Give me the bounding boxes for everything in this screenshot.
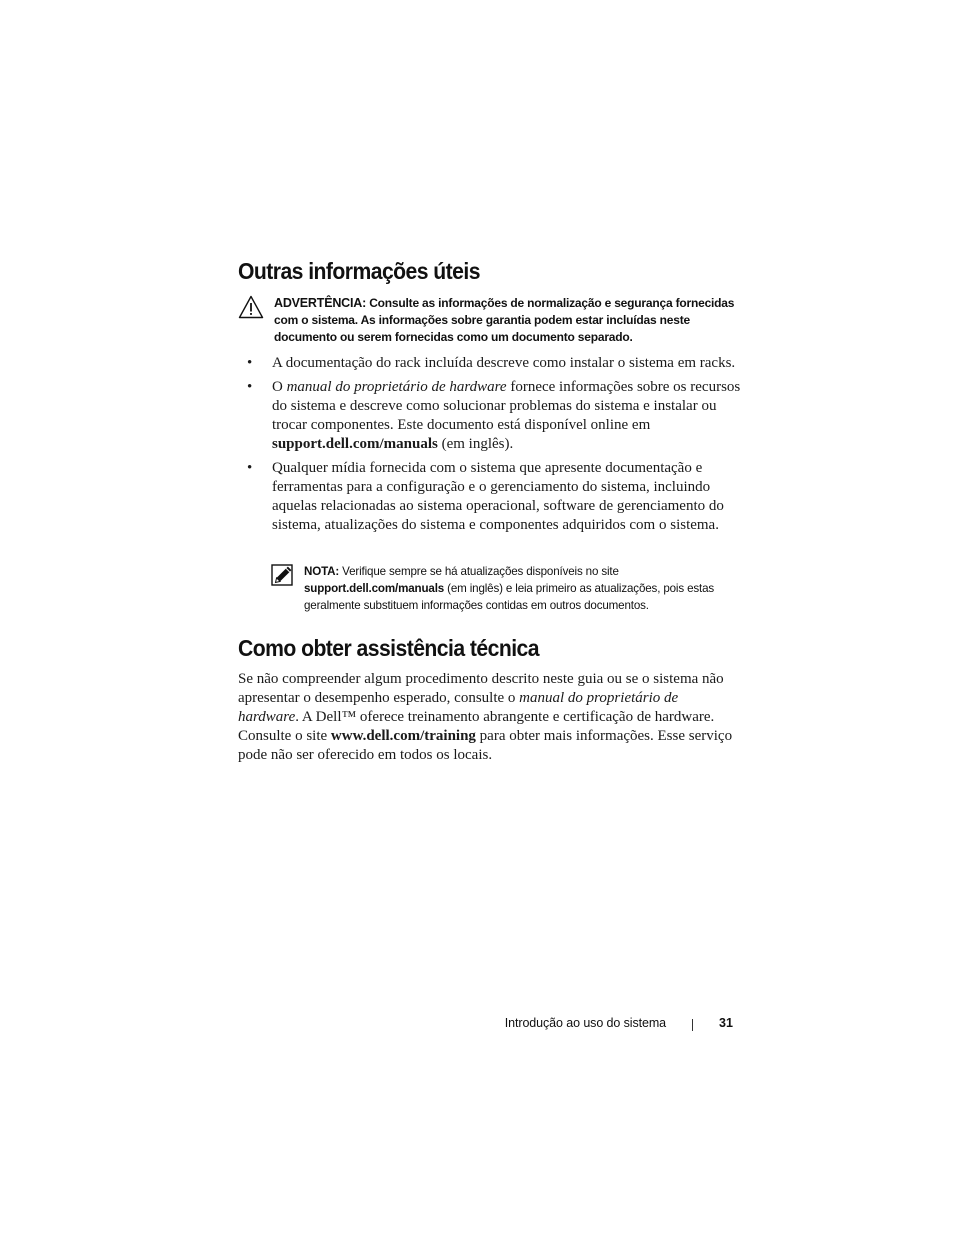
footer-chapter-title: Introdução ao uso do sistema: [504, 1016, 666, 1030]
note-body-before: Verifique sempre se há atualizações disponíveis no site: [339, 565, 619, 578]
warning-label: ADVERTÊNCIA:: [274, 296, 367, 310]
support-url: support.dell.com/manuals: [272, 436, 438, 452]
bullet-icon: •: [247, 379, 253, 395]
list-item: [238, 354, 747, 373]
list-item: [238, 459, 747, 535]
list-item: [238, 378, 747, 454]
note-notice: [270, 563, 740, 619]
note-label: NOTA:: [304, 565, 340, 578]
para-text-middle: . A Dell™ oferece treinamento abrangente e certificação de hardware. Consulte o site: [238, 709, 715, 744]
para-text-after: para obter mais informações. Esse serviço pode não ser oferecido em todos os locais.: [238, 728, 733, 763]
manual-title: manual do proprietário de hardware: [238, 690, 679, 725]
warning-text: [274, 295, 744, 346]
warning-body: Consulte as informações de normalização e segurança fornecidas com o sistema. As informações sobre garantia podem estar incluídas neste documento ou serem fornecidas como um documento separado.: [274, 296, 735, 344]
info-bullet-list: [238, 354, 748, 540]
warning-triangle-icon: [238, 295, 264, 319]
support-paragraph: [238, 670, 738, 765]
note-pencil-icon: [270, 563, 296, 587]
bullet-prefix: O: [272, 379, 287, 395]
bullet-text: A documentação do rack incluída descreve como instalar o sistema em racks.: [272, 355, 736, 371]
bullet-text: Qualquer mídia fornecida com o sistema que apresente documentação e ferramentas para a configuração e o gerenciamento do sistema, incluindo aquelas relacionadas ao sistema operacional, software de gerenciamento do sistema, atualizações do sistema e componentes adquiridos com o sistema.: [272, 460, 724, 533]
warning-notice: [238, 295, 738, 351]
section-heading-outras-informacoes: Outras informações úteis: [238, 258, 480, 284]
section-heading-assistencia-tecnica: Como obter assistência técnica: [238, 635, 539, 661]
bullet-icon: •: [247, 460, 253, 476]
footer-divider: [692, 1019, 693, 1031]
note-body-after: (em inglês) e leia primeiro as atualizações, pois estas geralmente substituem informações contidas em outros documentos.: [304, 582, 715, 612]
bullet-suffix: (em inglês).: [437, 436, 514, 452]
para-text-before: Se não compreender algum procedimento descrito neste guia ou se o sistema não apresentar o desempenho esperado, consulte o: [238, 671, 724, 706]
bullet-icon: •: [247, 355, 253, 371]
page-number: 31: [719, 1016, 733, 1030]
note-text: [304, 563, 744, 614]
bullet-text: fornece informações sobre os recursos do sistema e descreve como solucionar problemas do sistema e instalar ou trocar componentes. Este documento está disponível online em: [272, 379, 741, 433]
page-footer: [0, 1016, 954, 1036]
training-url: www.dell.com/training: [330, 728, 476, 744]
manual-title: manual do proprietário de hardware: [286, 379, 507, 395]
note-url: support.dell.com/manuals: [304, 582, 445, 595]
